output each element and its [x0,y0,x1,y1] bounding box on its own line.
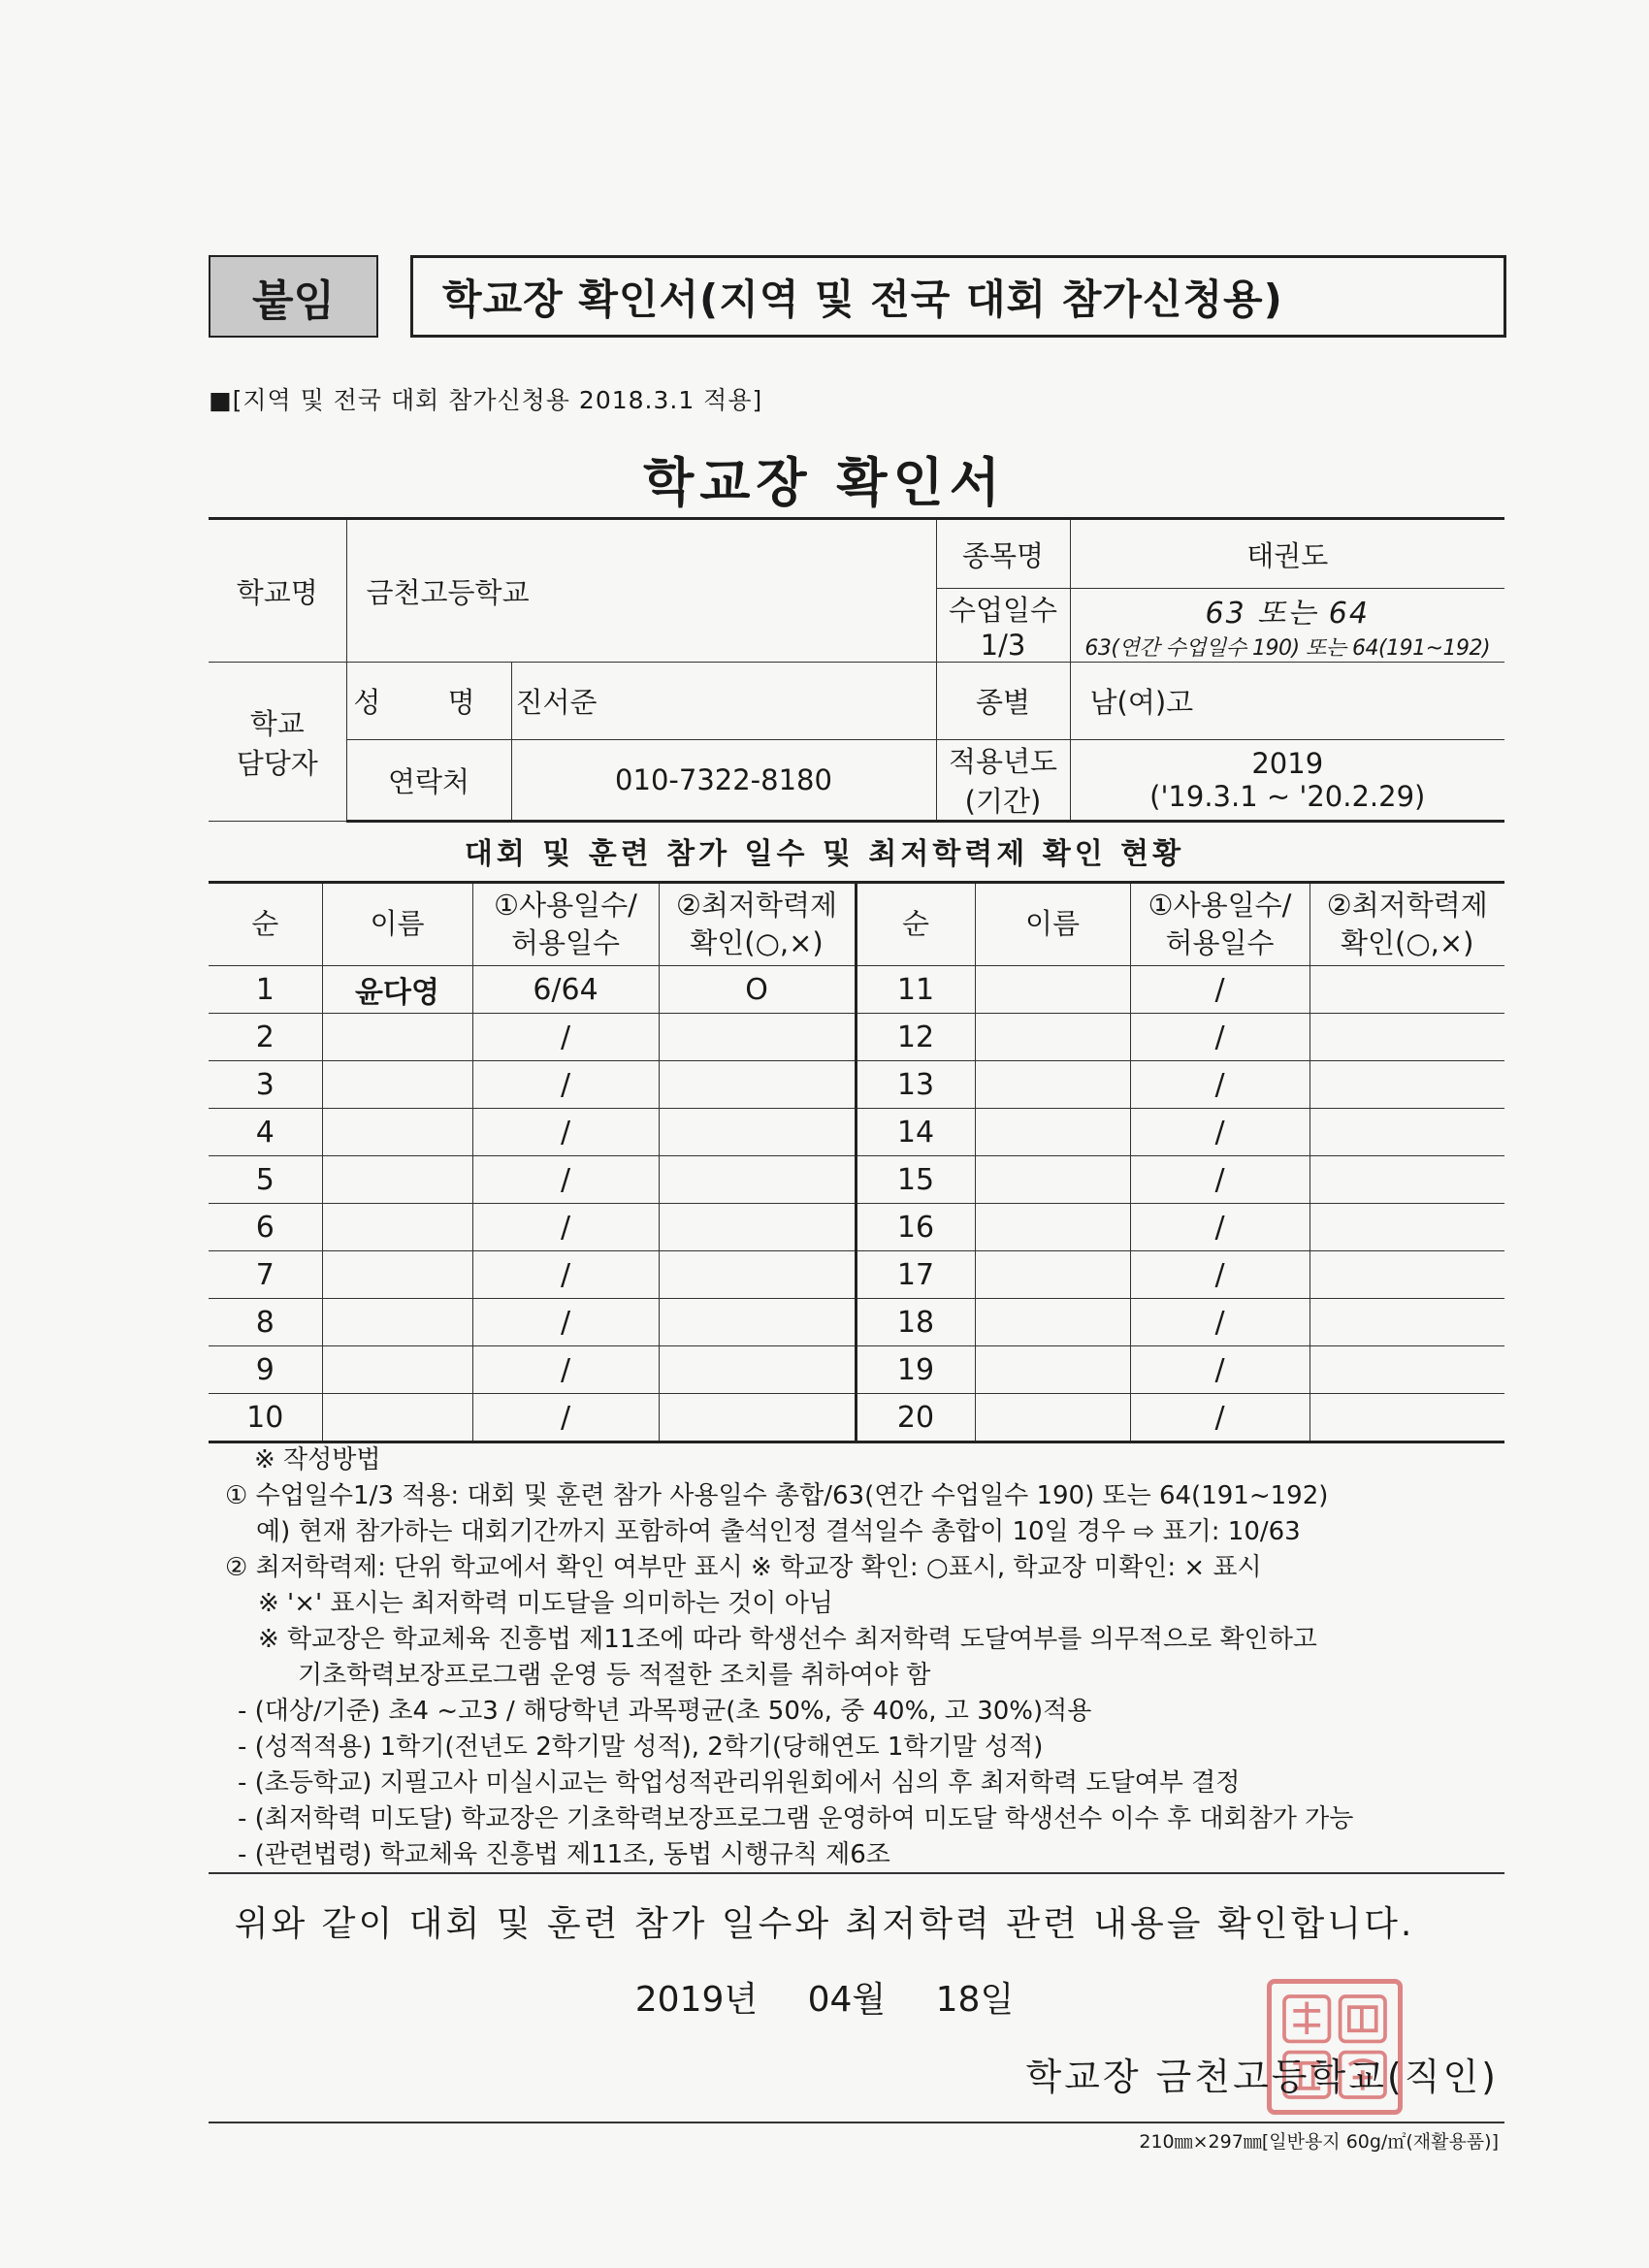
row-check-2 [1310,1204,1504,1251]
row-name [322,1156,472,1204]
note-dash-3: - (초등학교) 지필고사 미실시교는 학업성적관리위원회에서 심의 후 최저학력 도달여부 결정 [238,1768,1241,1798]
row-days-2: / [1130,1156,1310,1204]
col-check-2 [1310,883,1504,966]
row-check [659,1014,856,1061]
row-no: 3 [209,1061,322,1109]
row-name-2 [975,1061,1130,1109]
row-no: 6 [209,1204,322,1251]
row-no: 9 [209,1346,322,1394]
note-2-b2: 기초학력보장프로그램 운영 등 적절한 조치를 취하여야 함 [298,1661,931,1690]
staff-label-line2: 담당자 [236,746,318,780]
contact-value: 010-7322-8180 [511,740,936,822]
row-days: / [472,1251,659,1299]
row-days: / [472,1014,659,1061]
row-no-2: 19 [856,1346,975,1394]
name-label: 성 명 [346,663,511,740]
row-name-2 [975,1346,1130,1394]
gender-label: 종별 [936,663,1070,740]
note-dash-1: - (대상/기준) 초4 ~고3 / 해당학년 과목평균(초 50%, 중 40%, 고 30%)적용 [238,1697,1092,1726]
col-check-2-line2: 확인(○,×) [1341,926,1474,959]
row-name [322,1251,472,1299]
row-days-2: / [1130,1251,1310,1299]
note-2-a: ※ '×' 표시는 최저학력 미도달을 의미하는 것이 아님 [258,1589,833,1618]
table-row [209,1204,1504,1251]
staff-name: 진서준 [511,663,936,740]
row-days-2: / [1130,1109,1310,1156]
year-label-line2: (기간) [964,785,1042,818]
participants-header-row [209,883,1504,966]
row-days-2: / [1130,1014,1310,1061]
row-check [659,1109,856,1156]
col-check-line1: ②최저학력제 [675,888,838,922]
annex-label: 붙임 [209,255,378,338]
table-row [209,1109,1504,1156]
row-check-2 [1310,1014,1504,1061]
note-dash-5: - (관련법령) 학교체육 진흥법 제11조, 동법 시행규칙 제6조 [238,1840,890,1869]
note-2-b: ※ 학교장은 학교체육 진흥법 제11조에 따라 학생선수 최저학력 도달여부를 의무적으로 확인하고 [258,1625,1317,1654]
col-days-2-line1: ①사용일수/ [1148,888,1292,922]
year-value [1070,740,1504,822]
days-value-main: 63 또는 64 [1205,597,1370,631]
row-name-2 [975,1299,1130,1346]
row-check [659,1156,856,1204]
sport-label: 종목명 [936,519,1070,589]
row-check [659,1394,856,1442]
row-no-2: 15 [856,1156,975,1204]
row-days-2: / [1130,1299,1310,1346]
row-no: 2 [209,1014,322,1061]
row-name-2 [975,1394,1130,1442]
row-days-2: / [1130,1061,1310,1109]
table-row [209,1251,1504,1299]
note-1-example: 예) 현재 참가하는 대회기간까지 포함하여 출석인정 결석일수 총합이 10일 경우 ⇨ 표기: 10/63 [256,1517,1301,1546]
note-2: ② 최저학력제: 단위 학교에서 확인 여부만 표시 ※ 학교장 확인: ○표시, 학교장 미확인: × 표시 [225,1553,1262,1582]
col-no: 순 [209,883,322,966]
row-check [659,1299,856,1346]
table-row [209,1156,1504,1204]
row-name [322,1346,472,1394]
row-days: / [472,1299,659,1346]
row-name [322,1299,472,1346]
section-heading: 대회 및 훈련 참가 일수 및 최저학력제 확인 현황 [464,837,1185,871]
days-value-note: 63(연간 수업일수 190) 또는 64(191~192) [1084,636,1491,661]
confirmation-statement: 위와 같이 대회 및 훈련 참가 일수와 최저학력 관련 내용을 확인합니다. [234,1904,1415,1944]
days-value [1070,589,1504,663]
row-name-2 [975,1109,1130,1156]
row-no: 8 [209,1299,322,1346]
row-name [322,1061,472,1109]
row-name-2 [975,1204,1130,1251]
row-no-2: 16 [856,1204,975,1251]
row-check-2 [1310,966,1504,1014]
row-no-2: 11 [856,966,975,1014]
row-check [659,1251,856,1299]
row-name [322,1394,472,1442]
row-check-2 [1310,1156,1504,1204]
row-days: 6/64 [472,966,659,1014]
days-label [936,589,1070,663]
col-days-line1: ①사용일수/ [494,888,637,922]
row-check-2 [1310,1299,1504,1346]
row-no: 10 [209,1394,322,1442]
info-table [209,517,1504,823]
row-no: 4 [209,1109,322,1156]
row-no-2: 20 [856,1394,975,1442]
table-row [209,1299,1504,1346]
row-check [659,1204,856,1251]
row-check-2 [1310,1061,1504,1109]
row-days-2: / [1130,1204,1310,1251]
col-check [659,883,856,966]
row-name: 윤다영 [322,966,472,1014]
document-title: 학교장 확인서 [643,452,1006,513]
year-value-line1: 2019 [1251,747,1324,780]
row-no: 7 [209,1251,322,1299]
col-days-2 [1130,883,1310,966]
notes-section [225,1442,1515,1873]
row-name-2 [975,1014,1130,1061]
sport-value: 태권도 [1070,519,1504,589]
row-days: / [472,1394,659,1442]
issue-date: 2019년 04월 18일 [634,1980,1015,2020]
row-no: 5 [209,1156,322,1204]
school-label: 학교명 [209,519,346,663]
row-no: 1 [209,966,322,1014]
annex-title: 학교장 확인서(지역 및 전국 대회 참가신청용) [410,255,1506,338]
row-name-2 [975,966,1130,1014]
note-dash-4: - (최저학력 미도달) 학교장은 기초학력보장프로그램 운영하여 미도달 학생선수 이수 후 대회참가 가능 [238,1804,1354,1833]
paper-spec: 210㎜×297㎜[일반용지 60g/㎡(재활용품)] [1139,2131,1499,2153]
form-subhead: ■[지역 및 전국 대회 참가신청용 2018.3.1 적용] [209,386,763,414]
days-label-line1: 수업일수 [948,594,1058,627]
row-days-2: / [1130,1346,1310,1394]
row-days-2: / [1130,1394,1310,1442]
table-row [209,1014,1504,1061]
col-check-2-line1: ②최저학력제 [1326,888,1488,922]
staff-label-line1: 학교 [249,706,305,740]
row-check-2 [1310,1109,1504,1156]
row-no-2: 13 [856,1061,975,1109]
row-check-2 [1310,1251,1504,1299]
year-label-line1: 적용년도 [948,745,1058,778]
col-days-2-line2: 허용일수 [1165,926,1275,959]
note-1: ① 수업일수1/3 적용: 대회 및 훈련 참가 사용일수 총합/63(연간 수업일수 190) 또는 64(191~192) [225,1481,1329,1510]
principal-signature-line: 학교장 금천고등학교(직인) [1025,2056,1499,2098]
participants-table [209,881,1504,1443]
row-no-2: 12 [856,1014,975,1061]
days-label-line2: 1/3 [980,629,1026,662]
row-name-2 [975,1156,1130,1204]
row-name-2 [975,1251,1130,1299]
col-name: 이름 [322,883,472,966]
row-check-2 [1310,1394,1504,1442]
row-days: / [472,1204,659,1251]
row-days: / [472,1109,659,1156]
contact-label: 연락처 [346,740,511,822]
col-check-line2: 확인(○,×) [690,926,824,959]
col-no-2: 순 [856,883,975,966]
note-dash-2: - (성적적용) 1학기(전년도 2학기말 성적), 2학기(당해연도 1학기말 성적) [238,1733,1044,1762]
row-days: / [472,1156,659,1204]
row-name [322,1109,472,1156]
bottom-divider [209,2122,1504,2123]
row-days: / [472,1061,659,1109]
row-check: O [659,966,856,1014]
row-check-2 [1310,1346,1504,1394]
table-row [209,1061,1504,1109]
col-name-2: 이름 [975,883,1130,966]
row-check [659,1346,856,1394]
row-name [322,1204,472,1251]
row-check [659,1061,856,1109]
notes-title: ※ 작성방법 [254,1445,381,1474]
staff-label [209,663,346,822]
notes-divider [209,1872,1504,1874]
row-no-2: 18 [856,1299,975,1346]
school-name: 금천고등학교 [346,519,936,663]
gender-value: 남(여)고 [1070,663,1504,740]
row-no-2: 14 [856,1109,975,1156]
row-days: / [472,1346,659,1394]
col-days [472,883,659,966]
col-days-line2: 허용일수 [510,926,621,959]
year-label [936,740,1070,822]
participants-body [209,966,1504,1442]
table-row [209,1394,1504,1442]
row-days-2: / [1130,966,1310,1014]
table-row [209,1346,1504,1394]
year-value-line2: ('19.3.1 ~ '20.2.29) [1149,780,1426,813]
table-row [209,966,1504,1014]
row-name [322,1014,472,1061]
row-no-2: 17 [856,1251,975,1299]
